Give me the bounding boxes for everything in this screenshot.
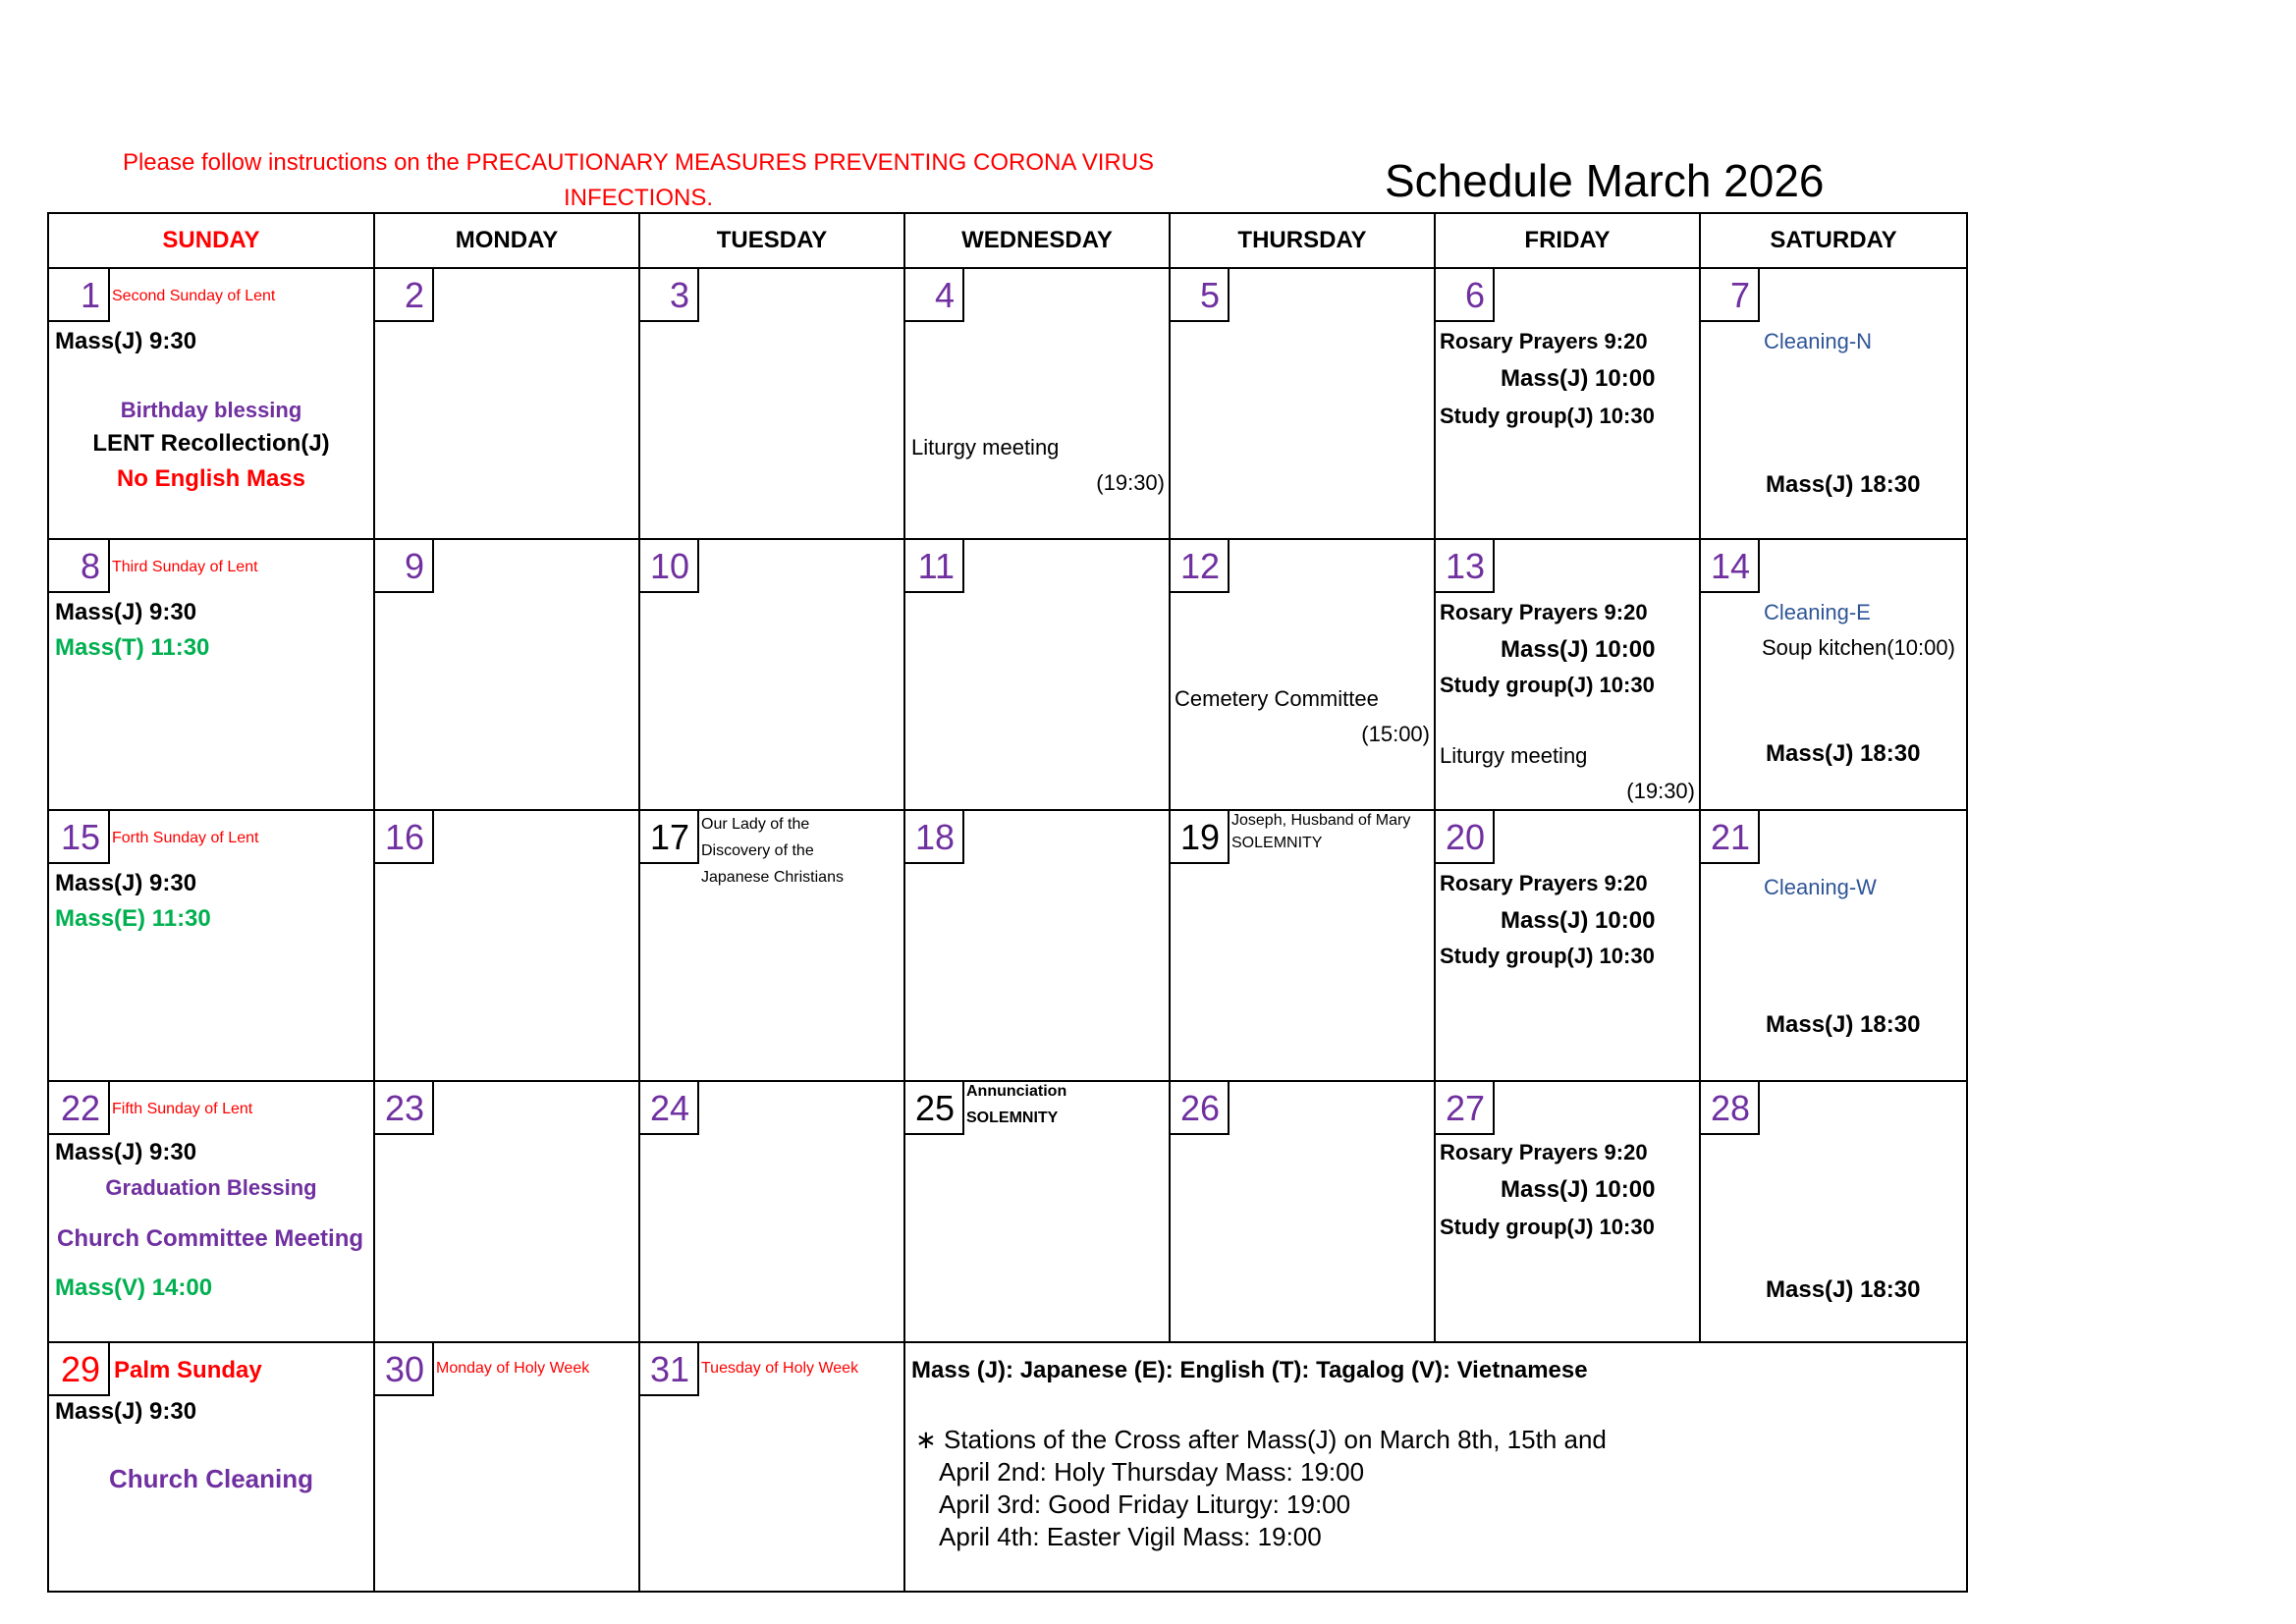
event-soup-kitchen: Soup kitchen(10:00) xyxy=(1762,635,1955,660)
event-mass-j: Mass(J) 9:30 xyxy=(55,870,197,896)
day-cell-2[interactable] xyxy=(375,269,638,538)
day-cell-27[interactable] xyxy=(1436,1082,1699,1341)
day-number: 25 xyxy=(905,1082,964,1135)
event-mass-t: Mass(T) 11:30 xyxy=(55,634,210,661)
legend-area xyxy=(905,1343,1966,1591)
event-study-group: Study group(J) 10:30 xyxy=(1440,944,1655,968)
event-graduation-blessing: Graduation Blessing xyxy=(105,1175,317,1200)
weekday-header-friday: FRIDAY xyxy=(1524,227,1611,253)
legend-line: ∗ Stations of the Cross after Mass(J) on March 8th, 15th and xyxy=(915,1425,1607,1454)
event-mass-j: Mass(J) 9:30 xyxy=(55,328,197,354)
day-cell-11[interactable] xyxy=(905,540,1169,809)
event-cemetery-committee: Cemetery Committee xyxy=(1175,686,1379,711)
day-number: 28 xyxy=(1701,1082,1760,1135)
liturgical-note-line: Joseph, Husband of Mary xyxy=(1231,812,1411,829)
event-liturgy-meeting: Liturgy meeting xyxy=(911,435,1060,460)
event-mass-j: Mass(J) 10:00 xyxy=(1501,636,1656,663)
day-number: 1 xyxy=(49,269,110,322)
liturgical-note: Third Sunday of Lent xyxy=(112,559,258,575)
day-cell-22[interactable] xyxy=(49,1082,373,1341)
day-number: 3 xyxy=(640,269,699,322)
weekday-header-saturday: SATURDAY xyxy=(1770,227,1897,253)
liturgical-note: Tuesday of Holy Week xyxy=(701,1360,859,1377)
day-cell-10[interactable] xyxy=(640,540,903,809)
day-number: 12 xyxy=(1171,540,1230,593)
day-cell-18[interactable] xyxy=(905,811,1169,1080)
day-number: 18 xyxy=(905,811,964,864)
day-cell-3[interactable] xyxy=(640,269,903,538)
event-church-committee: Church Committee Meeting xyxy=(57,1225,364,1252)
day-cell-14[interactable] xyxy=(1701,540,1966,809)
day-number: 7 xyxy=(1701,269,1760,322)
day-number: 30 xyxy=(375,1343,434,1396)
liturgical-note: Monday of Holy Week xyxy=(436,1360,590,1377)
day-number: 13 xyxy=(1436,540,1495,593)
event-study-group: Study group(J) 10:30 xyxy=(1440,673,1655,697)
event-mass-j: Mass(J) 9:30 xyxy=(55,599,197,625)
day-number: 24 xyxy=(640,1082,699,1135)
liturgical-note-line: Discovery of the xyxy=(701,842,814,859)
event-mass-j: Mass(J) 9:30 xyxy=(55,1139,197,1165)
event-mass-j: Mass(J) 10:00 xyxy=(1501,365,1656,392)
day-number: 22 xyxy=(49,1082,110,1135)
event-no-english-mass: No English Mass xyxy=(116,465,306,492)
liturgical-note-line: Annunciation xyxy=(966,1083,1067,1100)
event-mass-j-evening: Mass(J) 18:30 xyxy=(1766,1276,1921,1303)
day-cell-16[interactable] xyxy=(375,811,638,1080)
event-mass-j: Mass(J) 10:00 xyxy=(1501,907,1656,934)
event-lent-recollection: LENT Recollection(J) xyxy=(92,430,330,457)
legend-line: April 3rd: Good Friday Liturgy: 19:00 xyxy=(939,1489,1351,1519)
event-liturgy-meeting: Liturgy meeting xyxy=(1440,743,1588,768)
day-number: 31 xyxy=(640,1343,699,1396)
event-mass-j: Mass(J) 9:30 xyxy=(55,1398,197,1425)
event-time: (19:30) xyxy=(1626,779,1695,803)
day-cell-29[interactable] xyxy=(49,1343,373,1591)
event-cleaning: Cleaning-E xyxy=(1764,600,1871,624)
day-number: 17 xyxy=(640,811,699,864)
legend-line: April 2nd: Holy Thursday Mass: 19:00 xyxy=(939,1457,1365,1487)
day-cell-15[interactable] xyxy=(49,811,373,1080)
day-number: 4 xyxy=(905,269,964,322)
day-cell-21[interactable] xyxy=(1701,811,1966,1080)
day-cell-9[interactable] xyxy=(375,540,638,809)
day-cell-13[interactable] xyxy=(1436,540,1699,809)
weekday-header-tuesday: TUESDAY xyxy=(716,227,828,253)
event-rosary: Rosary Prayers 9:20 xyxy=(1440,600,1648,624)
day-cell-1[interactable] xyxy=(49,269,373,538)
day-cell-30[interactable] xyxy=(375,1343,638,1591)
weekday-header-wednesday: WEDNESDAY xyxy=(961,227,1113,253)
event-mass-e: Mass(E) 11:30 xyxy=(55,905,211,932)
day-number: 23 xyxy=(375,1082,434,1135)
day-number: 14 xyxy=(1701,540,1760,593)
event-mass-j-evening: Mass(J) 18:30 xyxy=(1766,471,1921,498)
event-study-group: Study group(J) 10:30 xyxy=(1440,1215,1655,1239)
day-cell-5[interactable] xyxy=(1171,269,1434,538)
day-cell-7[interactable] xyxy=(1701,269,1966,538)
day-cell-20[interactable] xyxy=(1436,811,1699,1080)
weekday-header-thursday: THURSDAY xyxy=(1237,227,1367,253)
day-cell-17[interactable] xyxy=(640,811,903,1080)
day-cell-31[interactable] xyxy=(640,1343,903,1591)
day-cell-23[interactable] xyxy=(375,1082,638,1341)
liturgical-note: Second Sunday of Lent xyxy=(112,288,276,304)
day-number: 21 xyxy=(1701,811,1760,864)
event-study-group: Study group(J) 10:30 xyxy=(1440,404,1655,428)
event-church-cleaning: Church Cleaning xyxy=(108,1464,313,1493)
day-cell-12[interactable] xyxy=(1171,540,1434,809)
day-cell-6[interactable] xyxy=(1436,269,1699,538)
weekday-header-sunday: SUNDAY xyxy=(162,227,260,253)
event-rosary: Rosary Prayers 9:20 xyxy=(1440,329,1648,353)
liturgical-note: Fifth Sunday of Lent xyxy=(112,1101,253,1117)
day-number: 10 xyxy=(640,540,699,593)
liturgical-note-line: SOLEMNITY xyxy=(1231,835,1323,851)
event-rosary: Rosary Prayers 9:20 xyxy=(1440,1140,1648,1164)
day-number: 19 xyxy=(1171,811,1230,864)
day-number: 26 xyxy=(1171,1082,1230,1135)
liturgical-note-line: Our Lady of the xyxy=(701,816,810,833)
event-mass-j: Mass(J) 10:00 xyxy=(1501,1176,1656,1203)
day-cell-8[interactable] xyxy=(49,540,373,809)
day-cell-19[interactable] xyxy=(1171,811,1434,1080)
day-cell-28[interactable] xyxy=(1701,1082,1966,1341)
liturgical-note: Forth Sunday of Lent xyxy=(112,830,259,846)
day-cell-24[interactable] xyxy=(640,1082,903,1341)
event-rosary: Rosary Prayers 9:20 xyxy=(1440,871,1648,895)
event-mass-v: Mass(V) 14:00 xyxy=(55,1274,213,1301)
day-number: 11 xyxy=(905,540,964,593)
day-number: 5 xyxy=(1171,269,1230,322)
liturgical-note: Palm Sunday xyxy=(114,1357,262,1383)
corona-notice: Please follow instructions on the PRECAUTIONARY MEASURES PREVENTING CORONA VIRUS INFECTIONS. xyxy=(122,149,1155,211)
day-number: 9 xyxy=(375,540,434,593)
day-cell-26[interactable] xyxy=(1171,1082,1434,1341)
day-cell-25[interactable] xyxy=(905,1082,1169,1341)
event-mass-j-evening: Mass(J) 18:30 xyxy=(1766,1011,1921,1038)
weekday-header-monday: MONDAY xyxy=(455,227,559,253)
event-cleaning: Cleaning-W xyxy=(1764,875,1877,899)
day-number: 27 xyxy=(1436,1082,1495,1135)
page-title: Schedule March 2026 xyxy=(1385,155,1825,206)
event-cleaning: Cleaning-N xyxy=(1764,329,1873,353)
calendar-grid xyxy=(47,212,1968,1593)
day-number: 15 xyxy=(49,811,110,864)
liturgical-note-line: Japanese Christians xyxy=(701,869,844,886)
event-mass-j-evening: Mass(J) 18:30 xyxy=(1766,740,1921,767)
legend-line: April 4th: Easter Vigil Mass: 19:00 xyxy=(939,1522,1322,1551)
day-number: 2 xyxy=(375,269,434,322)
day-number: 16 xyxy=(375,811,434,864)
day-number: 6 xyxy=(1436,269,1495,322)
day-number: 29 xyxy=(49,1343,110,1396)
event-time: (19:30) xyxy=(1096,470,1165,495)
day-number: 8 xyxy=(49,540,110,593)
liturgical-note-line: SOLEMNITY xyxy=(966,1110,1059,1126)
mass-language-key: Mass (J): Japanese (E): English (T): Tagalog (V): Vietnamese xyxy=(911,1357,1588,1383)
day-cell-4[interactable] xyxy=(905,269,1169,538)
event-birthday-blessing: Birthday blessing xyxy=(120,398,302,422)
day-number: 20 xyxy=(1436,811,1495,864)
event-time: (15:00) xyxy=(1361,722,1430,746)
